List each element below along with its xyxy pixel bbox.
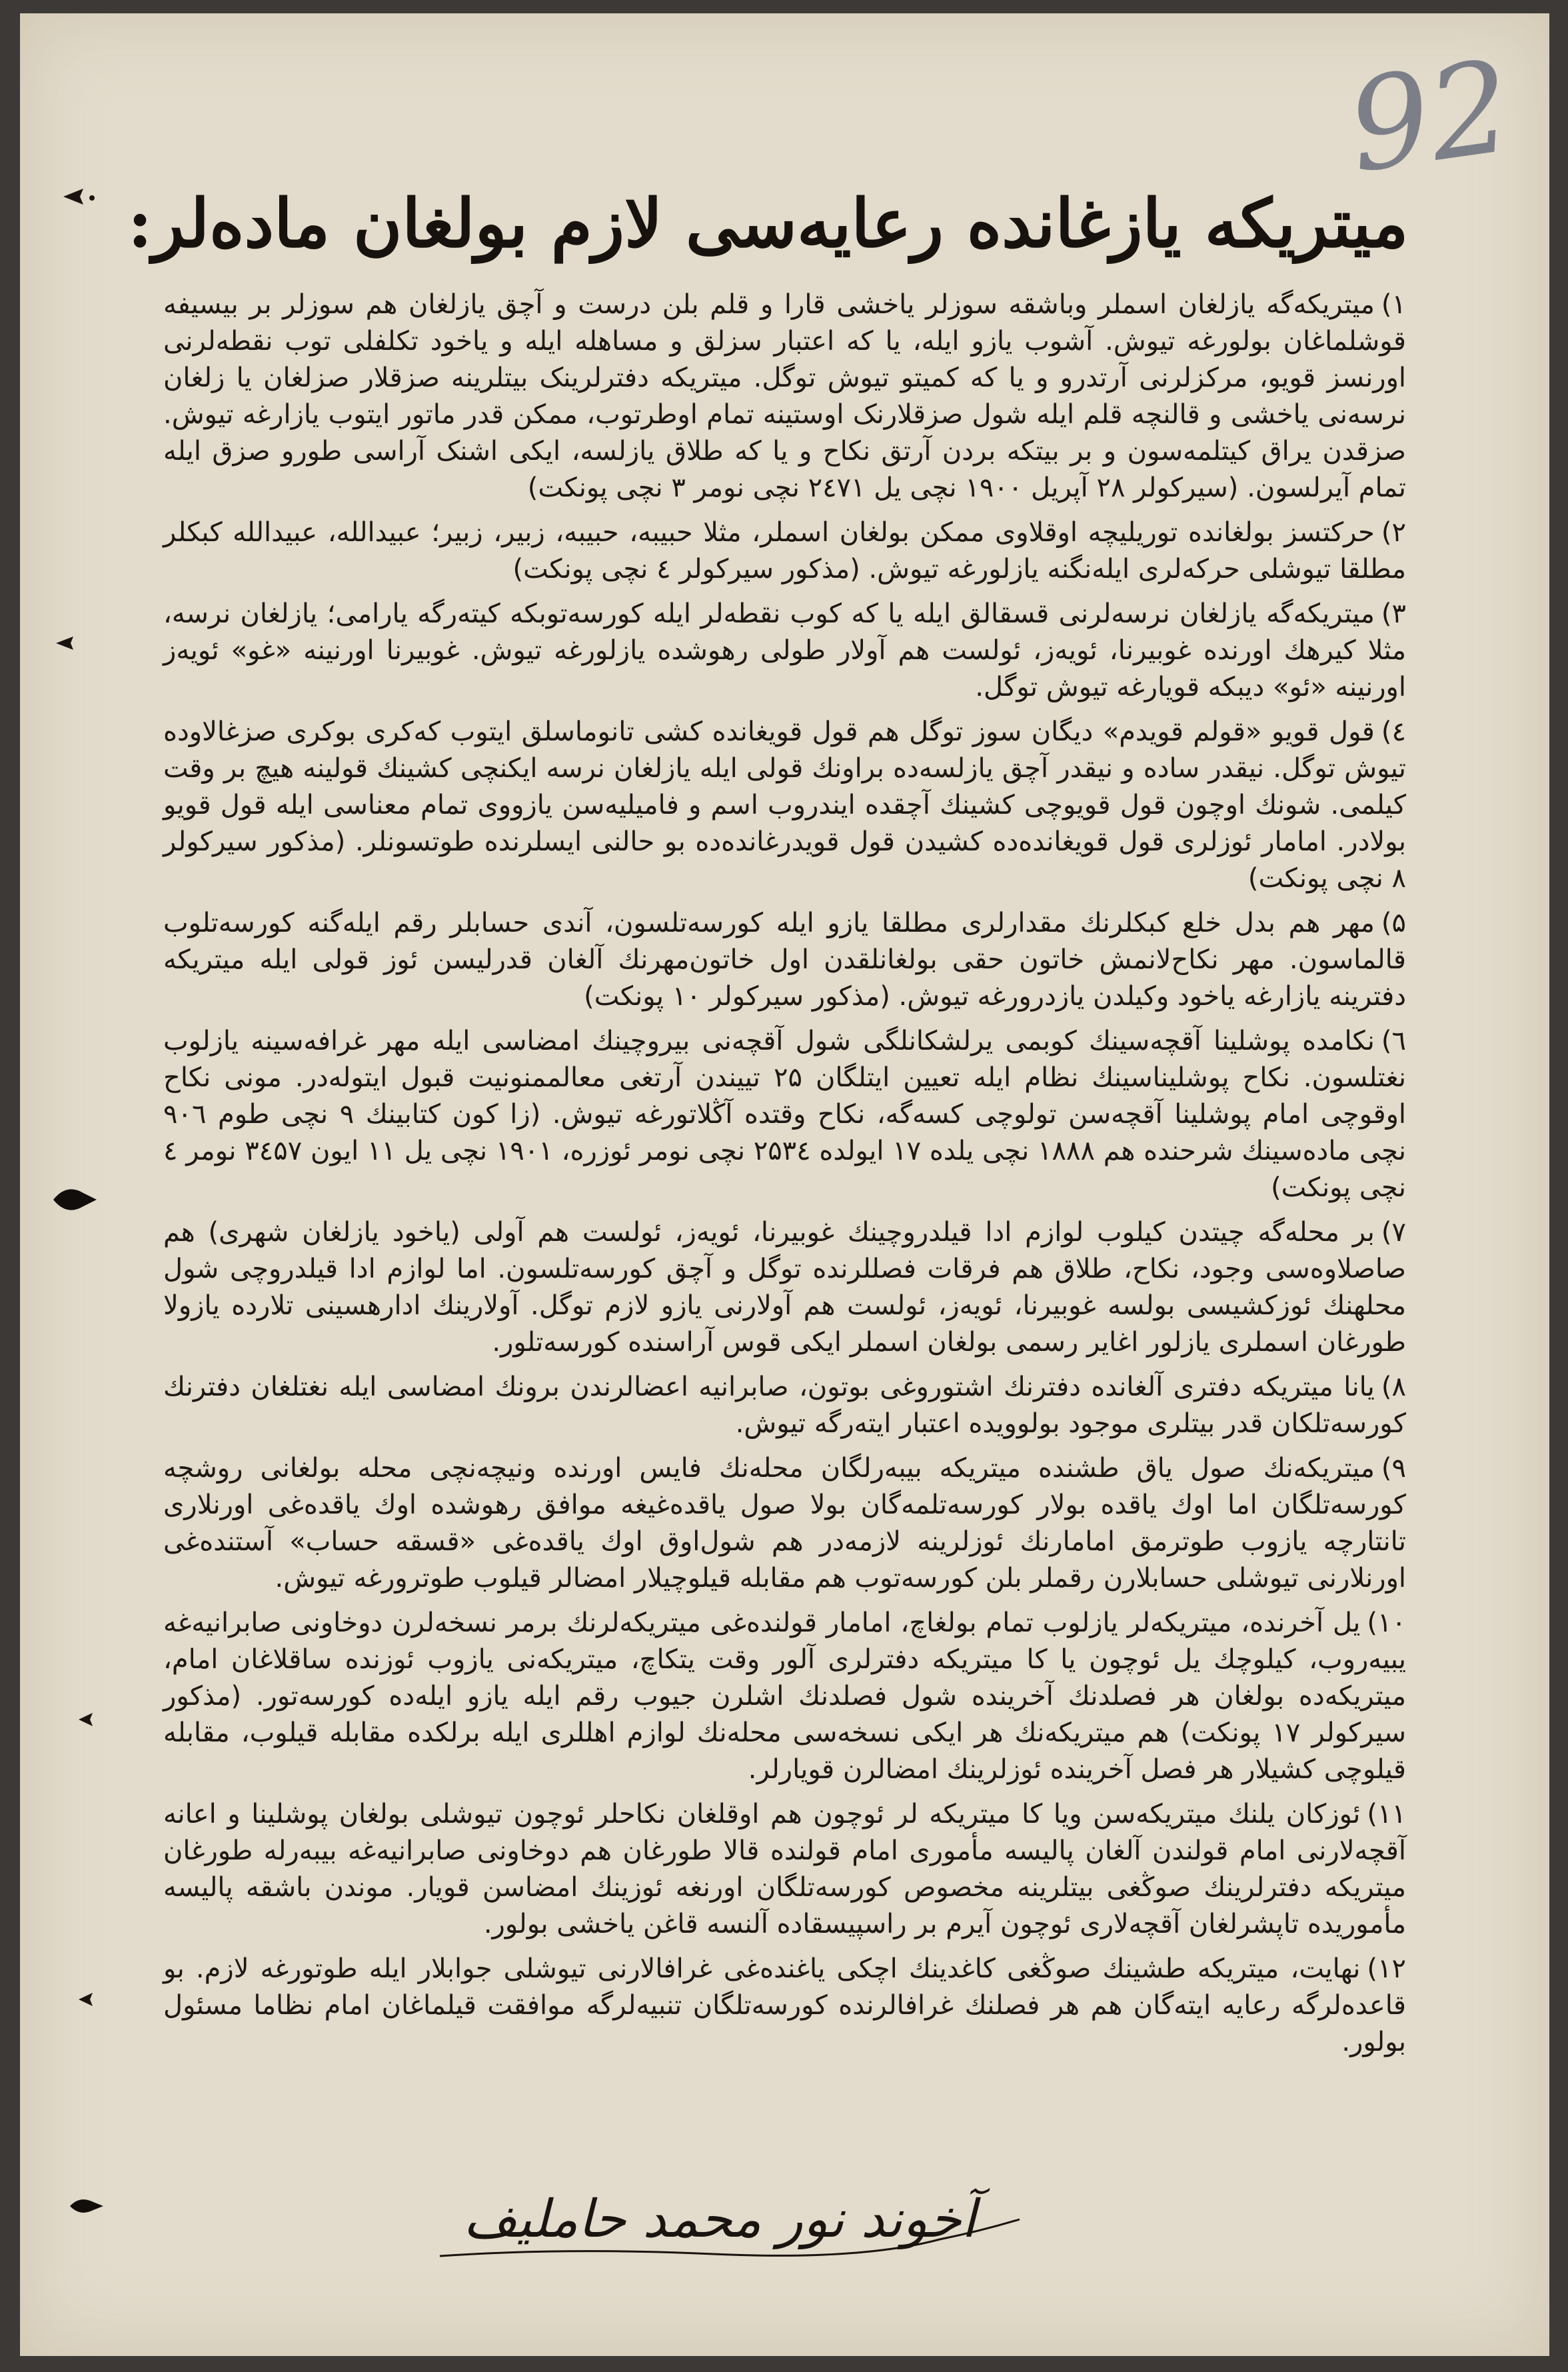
page-title: میتریکه یازغانده رعایه‌سی لازم بولغان ماده‌لر: [127,184,1409,263]
margin-mark-left-2 [50,1180,103,1220]
paragraph-number: ۷) [1381,1217,1406,1248]
paragraph [163,1214,1406,1361]
signature: آخوند نور محمد حاملیف [463,2189,976,2249]
paragraph [163,596,1406,706]
paragraph [163,1951,1406,2061]
paragraph-number: ۱) [1381,289,1406,320]
paragraph-number: ۱۲) [1367,1953,1406,1984]
paragraph-text: حرکتسز بولغانده توریلیچه اوقلاوی ممکن بولغان اسملر، مثلا حبیبه، حبیبه، زبیر، زبیر؛ عبیدالله، عبیدالله کبکلر مطلقا تیوشلی حرکه‌لری ایله‌نگنه یازلورغه تیوش. (مذکور سیرکولر ٤ نچی پونکت) [163,517,1406,585]
paragraph-text: نکامده پوشلینا آقچه‌سینك کوبمی یرلشکانلگی شول آقچه‌نی بیروچینك امضاسی ایله مهر غرافه‌سینه یازلوب نغتلسون. نکاح پوشلینا‌سینك نظام ایله تعیین ایتلگان ۲۵ تییندن آرتغی معالممنونیت قبول ایتوله‌در. مونی نکاح اوقوچی امام پوشلینا آقچه‌سن تولوچی کسه‌گه، نکاح وقتده آ‌ڭلاتورغه تیوش. (زا کون کتابینك ۹ نچی طوم ۹۰٦ نچی ماده‌سینك شرحنده هم ۱۸۸۸ نچی یلده ۱۷ ایولده ۲۵۳٤ نچی نومر ئوزره، ۱۹۰۱ نچی یل ۱۱ ایون ۳٤۵۷ نومر ٤ نچی پونکت) [163,1026,1407,1203]
paragraph [163,515,1406,588]
paragraph-number: ۵) [1381,908,1406,938]
paragraph [163,905,1406,1015]
paragraph-text: یل آخرنده، میتریکه‌لر یازلوب تمام بولغاچ، امامار قولنده‌غی میتریکه‌لرنك برمر نسخه‌لرن دوخاونی صابرانیه‌غه یبیه‌روب، کیلوچك یل ئوچون یا کا میتریکه دفترلری آلور وقت یتکاچ، میتریکه‌نی یازوب ئوزنده ساقلاغان امام، میتریکه‌ده بولغان هر فصلدنك آخرینده شول فصلدنك اشلرن جیوب رقم ایله یازو ایله‌ده کورسه‌تور. (مذکور سیرکولر ۱۷ پونکت) هم میتریکه‌نك هر ایکی نسخه‌سی محله‌نك لوازم اهللری ایله برلکده مقابله قیلوب، مقابله قیلوچی کشیلار هر فصل آخرینده ئوزلرینك امضالرن قویارلر. [163,1608,1407,1785]
paragraph-text: مهر هم بدل خلع کبکلرنك مقدارلری مطلقا یازو ایله کورسه‌تلسون، آندی حسابلر رقم ایله‌گنه کورسه‌تلوب قالماسون. مهر نکاح‌لانمش خاتون حقی بولغانلقدن اول خاتون‌مهرنك آلغان قدرلیسن ئوز قولی ایله میتریکه دفترینه یازارغه یاخود وکیلدن یازدرورغه تیوش. (مذکور سیرکولر ۱۰ پونکت) [163,908,1406,1012]
margin-mark-left-1 [53,633,80,653]
paragraph [163,1450,1406,1597]
signature-flourish [433,2193,1033,2266]
margin-mark-left-3 [77,1710,97,1730]
margin-mark-left-4 [77,1989,97,2009]
paragraph-number: ۲) [1381,517,1406,548]
paragraph-number: ۱۰) [1367,1608,1406,1638]
paragraph [163,714,1406,897]
margin-mark-left-5 [67,2193,107,2219]
paragraph-text: بر محله‌گه چیتدن کیلوب لوازم ادا قیلدروچینك غوبیرنا، ئویه‌ز، ئولست هم آولی (یاخود یازلغان شهری) هم صاصلاوه‌سی وجود، نکاح، طلاق هم فرقات فصللرنده توگل و آچق کورسه‌تلسون. اما لوازم ادا قیلدروچی شول محلهنك ئوزکشیسی بولسه غوبیرنا، ئویه‌ز، ئولست هم آولارنی یازو لازم توگل. آولارینك ادارهسینی تلارده یازولا طورغان اسملری یازلور اغایر رسمی بولغان اسملر ایکی قوس آراسنده کورسه‌تلور. [163,1217,1406,1358]
paragraph [163,287,1406,507]
paragraph-text: میتریکه‌نك صول یاق طشنده میتریکه بیبه‌رلگان محله‌نك فایس اورنده ونیچه‌نچی محله بولغانی روشچه کورسه‌تلگان اما اوك یاقده بولار کورسه‌تلمه‌گان بولا صول یاقده‌غیغه موافق رهوشده اوك یاقده‌غی اورنلاری تانتارچه یازوب طوترمق امامارنك ئوزلرینه لازمه‌در هم شول‌اوق اوك یاقده‌غی «قسقه حساب» آستنده‌غی اورنلارنی تیوشلی حسابلارن رقملر بلن کورسه‌توب هم مقابله قیلوچیلار امضالر قیلوب طوترورغه تیوش. [163,1453,1406,1594]
paragraph-number: ۸) [1381,1372,1406,1402]
paragraph-text: یانا میتریکه دفتری آلغانده دفترنك اشتوروغی بوتون، صابرانیه اعضالرندن برونك امضاسی ایله نغتلغان دفترنك کورسه‌تلکان قدر بیتلری موجود بولوویده اعتبار ایته‌رگه تیوش. [163,1372,1406,1439]
page-number: 92 [1339,32,1520,201]
paragraph-number: ٤) [1381,716,1406,747]
paragraph [163,1796,1406,1943]
paragraph-number: ٦) [1381,1026,1406,1056]
document-body [163,287,1406,2153]
document-page [20,13,1549,2356]
paragraph-text: میتریکه‌گه یازلغان نرسه‌لرنی قسقالق ایله یا که کوب نقطه‌لر ایله کورسه‌توبکه کیته‌رگه یارامی؛ یازلغان نرسه، مثلا کیرهك اورنده غوبیرنا، ئویه‌ز، ئولست هم آولار طولی رهوشده یازلورغه تیوش. غوبیرنا اورنینه «غو» ئویه‌ز اورنینه «ئو» دیبکه قویارغه تیوش توگل. [163,598,1406,702]
paragraph-number: ۳) [1381,598,1406,629]
paragraph-text: نهایت، میتریکه طشینك صوڭغی کاغدینك اچکی یاغنده‌غی غرافالارنی تیوشلی جوابلار ایله طوتورغه لازم. بو قاعده‌لرگه رعایه ایته‌گان هم هر فصلنك غرافالرنده کورسه‌تلگان تنبیه‌لرگه موافقت قیلماغان امام نظاما مسئول بولور. [163,1953,1406,2057]
margin-mark-top [60,183,100,210]
paragraph-number: ۱۱) [1367,1799,1406,1829]
paragraph [163,1605,1406,1788]
paragraph [163,1369,1406,1442]
paragraph-text: قول قویو «قولم قویدم» دیگان سوز توگل هم قول قویغانده کشی تانوماسلق ایتوب که‌کری بوکری صزغالاوده تیوش توگل. نیقدر ساده و نیقدر آچق یازلسه‌ده براونك قولی ایله یازلغان نرسه ایکنچی کشینك قولینه هیچ بر وقت کیلمی. شونك اوچون قول قویوچی کشینك آچقده ایندروب اسم و فامیلیه‌سن یازووی تمام معناسی ایله قول قویو بولادر. امامار ئوزلری قول قویغانده‌ده کشیدن قول قویدرغانده‌ده بو حالنی ایسلرنده طوتسونلر. (مذکور سیرکولر ۸ نچی پونکت) [163,716,1406,894]
paragraph-text: میتریکه‌گه یازلغان اسملر وباشقه سوزلر یاخشی قارا و قلم بلن درست و آچق یازلغان هم سوزلر بر بیسیفه قوشلماغان بولورغه تیوش. آشوب یازو ایله، یا که اعتبار سزلق و مساهله ایله و یاخود تکلفلی توب نقطه‌لرنی اورنسز قویو، مرکزلرنی آرتدرو و یا که کمیتو تیوش توگل. میتریکه دفترلرینک بیتلرینه صزقلار صزلغان یا زلغان نرسه‌نی یاخشی و قالنچه قلم ایله شول صزقلارنک اوستینه تمام اوطرتوب، ممکن قدر ماتور ایتوب یازارغه تیوش. صزقدن یراق کیتلمه‌سون و بر بیتکه بردن آرتق نکاح و یا که طلاق یازلسه، ایکی اشنک آراسی طورو صزق ایله تمام آیرلسون. (سیرکولر ۲۸ آپریل ۱۹۰۰ نچی یل ۲٤۷۱ نچی نومر ۳ نچی پونکت) [163,289,1406,503]
paragraph [163,1023,1406,1206]
paragraph-text: ئوزکان یلنك میتریکه‌سن ویا کا میتریکه لر ئوچون هم اوقلغان نکاحلر ئوچون تیوشلی بولغان پوشلینا و اعانه آقچه‌لارنی امام قولندن آلغان پالیسه مأموری امام قولنده قالا طورغان هم دوخاونی صابرانیه‌غه بیبه‌رله طورغان میتریکه دفترلرینك صوڭغی بیتلرینه مخصوص کورسه‌تلگان اورنغه ئوزینك امضاسن قویار. موندن باشقه پالیسه مأموریده تاپشرلغان آقچه‌لاری ئوچون آیرم بر راسپیسقاده آلنسه قاغن یاخشی بولور. [163,1799,1406,1939]
paragraph-number: ۹) [1381,1453,1406,1484]
